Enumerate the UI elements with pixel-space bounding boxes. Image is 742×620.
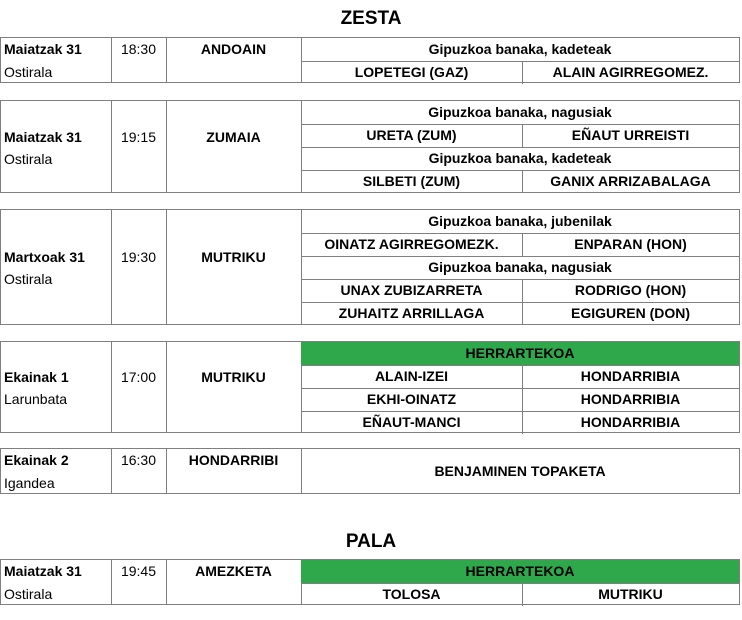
row-divider (301, 147, 739, 148)
event-time: 16:30 (120, 452, 157, 468)
player-right: EÑAUT URREISTI (571, 127, 690, 143)
row-divider (301, 388, 739, 389)
section-title-pala: PALA (345, 531, 397, 552)
event-time: 19:30 (120, 249, 157, 265)
event-day: Ostirala (4, 64, 53, 80)
category-header: Gipuzkoa banaka, nagusiak (428, 104, 612, 120)
column-divider (111, 342, 112, 432)
event-date: Maiatzak 31 (4, 41, 82, 57)
player-right: ENPARAN (HON) (574, 236, 687, 252)
event-block (0, 209, 740, 325)
player-left: URETA (ZUM) (301, 124, 523, 147)
event-day: Larunbata (4, 391, 68, 407)
match-row (301, 583, 739, 606)
event-day: Igandea (4, 475, 55, 491)
event-day: Ostirala (4, 586, 53, 602)
event-place: MUTRIKU (201, 369, 266, 385)
event-block (0, 37, 740, 83)
event-block (0, 559, 740, 605)
match-row (301, 124, 739, 147)
event-time: 19:15 (120, 129, 157, 145)
event-date: Maiatzak 31 (4, 129, 82, 145)
player-left: TOLOSA (301, 583, 523, 606)
player-right: ALAIN AGIRREGOMEZ. (552, 64, 709, 80)
event-block (0, 341, 740, 433)
row-divider (301, 233, 739, 234)
event-time: 17:00 (120, 369, 157, 385)
event-block (0, 100, 740, 193)
match-row (301, 279, 739, 302)
event-date: Ekainak 1 (4, 369, 69, 385)
player-left: EÑAUT-MANCI (301, 411, 523, 434)
row-divider (301, 170, 739, 171)
row-divider (301, 302, 739, 303)
match-row (301, 233, 739, 256)
match-row (301, 365, 739, 388)
event-day: Ostirala (4, 271, 53, 287)
player-right: RODRIGO (HON) (574, 282, 687, 298)
player-right: HONDARRIBIA (580, 414, 681, 430)
event-date: Maiatzak 31 (4, 563, 82, 579)
row-divider (301, 583, 739, 584)
row-divider (301, 61, 739, 62)
match-row (301, 302, 739, 325)
player-right: HONDARRIBIA (580, 391, 681, 407)
player-right: HONDARRIBIA (580, 368, 681, 384)
row-divider (301, 124, 739, 125)
match-row (301, 388, 739, 411)
player-left: OINATZ AGIRREGOMEZK. (301, 233, 523, 256)
event-time: 19:45 (120, 563, 157, 579)
event-place: ANDOAIN (200, 41, 267, 57)
event-place: HONDARRIBI (188, 452, 279, 468)
event-place: AMEZKETA (195, 563, 272, 579)
category-header: Gipuzkoa banaka, nagusiak (428, 259, 612, 275)
player-right: GANIX ARRIZABALAGA (550, 173, 711, 189)
column-divider (111, 101, 112, 192)
player-left: EKHI-OINATZ (301, 388, 523, 411)
column-divider (166, 101, 167, 192)
section-title-zesta: ZESTA (340, 8, 402, 29)
event-date: Ekainak 2 (4, 452, 69, 468)
row-divider (301, 256, 739, 257)
player-left: LOPETEGI (GAZ) (301, 61, 523, 84)
event-place: ZUMAIA (206, 129, 261, 145)
category-header: HERRARTEKOA (301, 560, 739, 583)
category-header: Gipuzkoa banaka, kadeteak (428, 150, 612, 166)
event-block (0, 448, 740, 494)
player-left: ZUHAITZ ARRILLAGA (301, 302, 523, 325)
column-divider (166, 210, 167, 324)
category-header: Gipuzkoa banaka, kadeteak (428, 41, 612, 57)
match-row (301, 411, 739, 434)
player-left: UNAX ZUBIZARRETA (301, 279, 523, 302)
event-date: Martxoak 31 (4, 249, 85, 265)
category-header: HERRARTEKOA (301, 342, 739, 365)
row-divider (301, 365, 739, 366)
match-row (301, 61, 739, 84)
row-divider (301, 279, 739, 280)
column-divider (166, 342, 167, 432)
column-divider (111, 210, 112, 324)
row-divider (301, 411, 739, 412)
event-time: 18:30 (120, 41, 157, 57)
player-right: MUTRIKU (598, 586, 663, 602)
player-left: SILBETI (ZUM) (301, 170, 523, 193)
player-left: ALAIN-IZEI (301, 365, 523, 388)
category-header: Gipuzkoa banaka, jubenilak (428, 213, 612, 229)
event-description: BENJAMINEN TOPAKETA (434, 463, 606, 479)
match-row (301, 170, 739, 193)
event-day: Ostirala (4, 151, 53, 167)
player-right: EGIGUREN (DON) (571, 305, 690, 321)
event-place: MUTRIKU (201, 249, 266, 265)
